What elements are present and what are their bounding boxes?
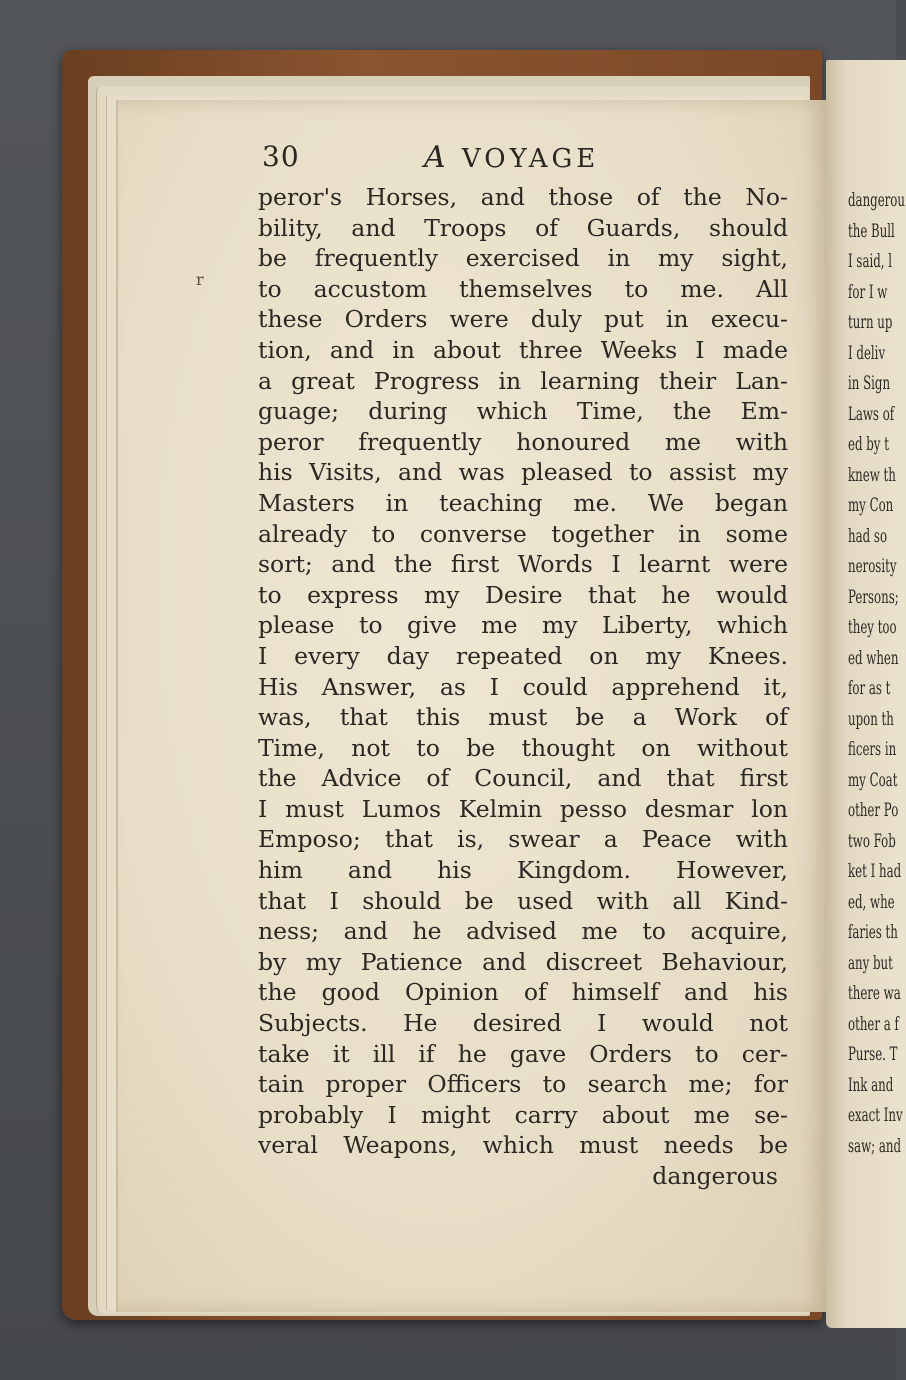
right-page-line: I said, l — [848, 250, 893, 272]
right-page-line: upon th — [848, 707, 894, 730]
text-line: Emposo; that is, swear a Peace with — [258, 825, 788, 854]
text-line: take it ill if he gave Orders to cer- — [258, 1039, 788, 1068]
text-line: bility, and Troops of Guards, should — [258, 213, 788, 242]
right-page-text — [848, 185, 905, 1161]
right-page-line: two Fob — [848, 829, 896, 852]
right-page-line: Laws of — [848, 402, 895, 425]
right-page-line: faries th — [848, 921, 898, 943]
text-line: tion, and in about three Weeks I made — [258, 335, 788, 364]
text-line: guage; during which Time, the Em- — [258, 397, 788, 426]
right-page-line: there wa — [848, 982, 901, 1004]
text-line: already to converse together in some — [258, 519, 788, 548]
text-line: Time, not to be thought on without — [258, 733, 788, 762]
text-line: the Advice of Council, and that first — [258, 764, 788, 793]
right-page-line: other a f — [848, 1012, 899, 1035]
right-page-line: other Po — [848, 799, 899, 821]
text-line: tain proper Officers to search me; for — [258, 1070, 788, 1099]
text-line: peror's Horses, and those of the No- — [258, 183, 788, 211]
text-line: that I should be used with all Kind- — [258, 886, 788, 915]
text-line: the good Opinion of himself and his — [258, 978, 788, 1007]
margin-mark: r — [196, 270, 204, 289]
right-page-line: Persons; — [848, 585, 899, 608]
right-page-line: had so — [848, 524, 888, 547]
right-page-line: the Bull — [848, 219, 895, 242]
text-line: him and his Kingdom. However, — [258, 856, 788, 885]
text-line: probably I might carry about me se- — [258, 1100, 788, 1129]
running-head: A VOYAGE — [424, 140, 600, 175]
right-page-line: dangerou — [848, 189, 905, 211]
right-page-line: ficers in — [848, 738, 897, 760]
text-line: ness; and he advised me to acquire, — [258, 917, 788, 946]
right-page-line: Ink and — [848, 1073, 894, 1096]
right-page-line: exact Inv — [848, 1104, 903, 1126]
right-page-line: any but — [848, 951, 893, 974]
text-line: his Visits, and was pleased to assist my — [258, 458, 788, 487]
right-page-line: ed, whe — [848, 890, 895, 913]
right-page-line: saw; and — [848, 1134, 902, 1157]
right-page-line: my Coat — [848, 768, 898, 791]
right-page-line: for I w — [848, 280, 888, 303]
text-line: was, that this must be a Work of — [258, 703, 788, 732]
text-line: peror frequently honoured me with — [258, 427, 788, 456]
right-page-line: ket I had — [848, 860, 902, 882]
right-page-line: nerosity — [848, 555, 897, 577]
page-header — [258, 140, 788, 180]
right-page-line: for as t — [848, 677, 891, 699]
right-page-line: they too — [848, 616, 897, 638]
right-page-line: in Sign — [848, 372, 891, 394]
text-line: a great Progress in learning their Lan- — [258, 366, 788, 395]
text-line: to accustom themselves to me. All — [258, 274, 788, 303]
text-line: His Answer, as I could apprehend it, — [258, 672, 788, 701]
text-line: please to give me my Liberty, which — [258, 611, 788, 640]
text-line: I every day repeated on my Knees. — [258, 641, 788, 670]
text-line: be frequently exercised in my sight, — [258, 244, 788, 273]
text-line: Subjects. He desired I would not — [258, 1009, 788, 1038]
right-page-line: Purse. T — [848, 1043, 898, 1065]
page-number: 30 — [262, 140, 300, 173]
text-line: these Orders were duly put in execu- — [258, 305, 788, 334]
right-page-line: my Con — [848, 494, 894, 516]
text-line: veral Weapons, which must needs be — [258, 1131, 788, 1160]
right-page-line: turn up — [848, 311, 893, 333]
right-page-line: knew th — [848, 463, 896, 486]
right-page-line: ed when — [848, 646, 899, 669]
text-line: Masters in teaching me. We began — [258, 488, 788, 517]
text-line: by my Patience and discreet Behaviour, — [258, 947, 788, 976]
catchword: dangerous — [652, 1162, 778, 1190]
text-line: to express my Desire that he would — [258, 580, 788, 609]
text-line: sort; and the first Words I learnt were — [258, 550, 788, 579]
right-page-fragment — [826, 60, 906, 1328]
right-page-line: ed by t — [848, 433, 889, 455]
right-page-line: I deliv — [848, 341, 886, 364]
body-text — [258, 182, 788, 1192]
text-line: I must Lumos Kelmin pesso desmar lon — [258, 794, 788, 823]
